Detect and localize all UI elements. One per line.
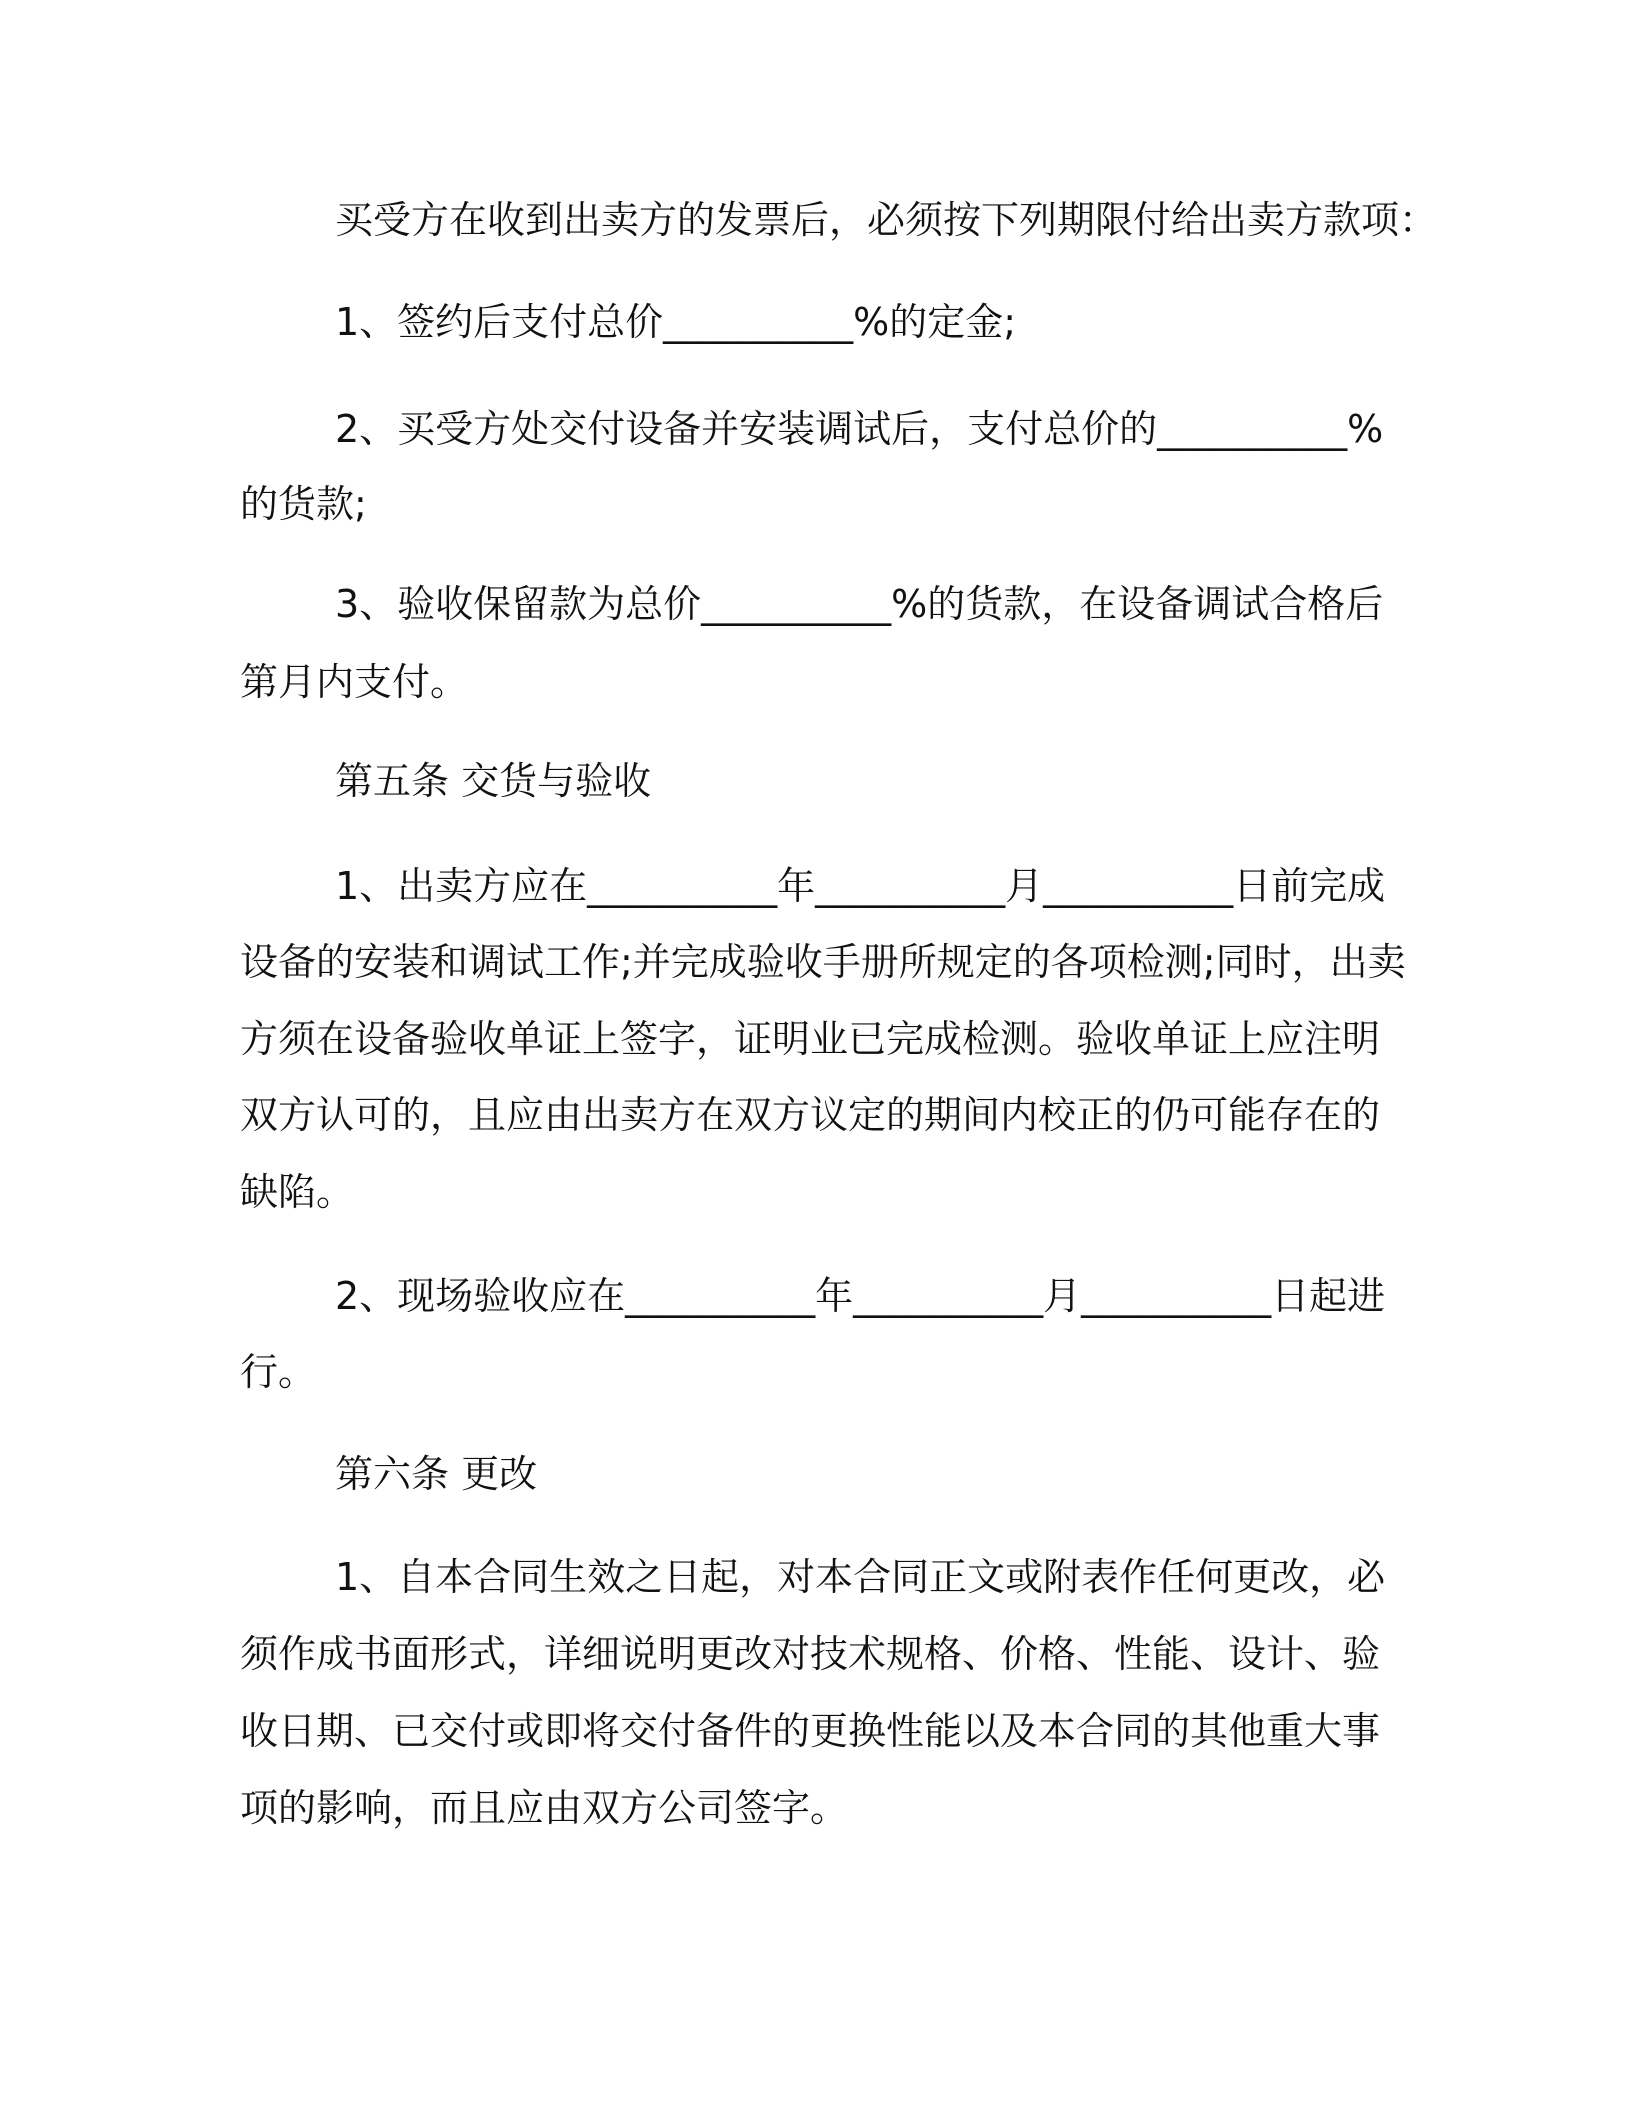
section-heading-article-5: 第五条 交货与验收 (335, 759, 652, 803)
delivery-item-1-line-2: 设备的安装和调试工作;并完成验收手册所规定的各项检测;同时，出卖 (240, 940, 1406, 984)
payment-item-2: 2、买受方处交付设备并安装调试后，支付总价的__________% (335, 407, 1384, 451)
payment-item-3-continued: 第月内支付。 (240, 660, 469, 704)
delivery-item-1-line-5: 缺陷。 (240, 1170, 355, 1214)
delivery-item-1: 1、出卖方应在__________年__________月__________日前完成 (335, 864, 1386, 908)
amendment-item-1: 1、自本合同生效之日起，对本合同正文或附表作任何更改，必 (335, 1555, 1386, 1599)
delivery-item-2-continued: 行。 (240, 1350, 317, 1394)
amendment-item-1-line-2: 须作成书面形式，详细说明更改对技术规格、价格、性能、设计、验 (240, 1632, 1381, 1676)
delivery-item-2: 2、现场验收应在__________年__________月__________日起进 (335, 1274, 1386, 1318)
amendment-item-1-line-4: 项的影响，而且应由双方公司签字。 (240, 1786, 849, 1830)
payment-terms-intro: 买受方在收到出卖方的发票后，必须按下列期限付给出卖方款项： (335, 198, 1438, 242)
delivery-item-1-line-3: 方须在设备验收单证上签字，证明业已完成检测。验收单证上应注明 (240, 1017, 1381, 1061)
payment-item-3: 3、验收保留款为总价__________%的货款，在设备调试合格后 (335, 582, 1384, 626)
delivery-item-1-line-4: 双方认可的，且应由出卖方在双方议定的期间内校正的仍可能存在的 (240, 1093, 1381, 1137)
section-heading-article-6: 第六条 更改 (335, 1452, 538, 1496)
amendment-item-1-line-3: 收日期、已交付或即将交付备件的更换性能以及本合同的其他重大事 (240, 1709, 1381, 1753)
payment-item-2-continued: 的货款; (240, 482, 367, 526)
payment-item-1: 1、签约后支付总价__________%的定金; (335, 300, 1017, 344)
